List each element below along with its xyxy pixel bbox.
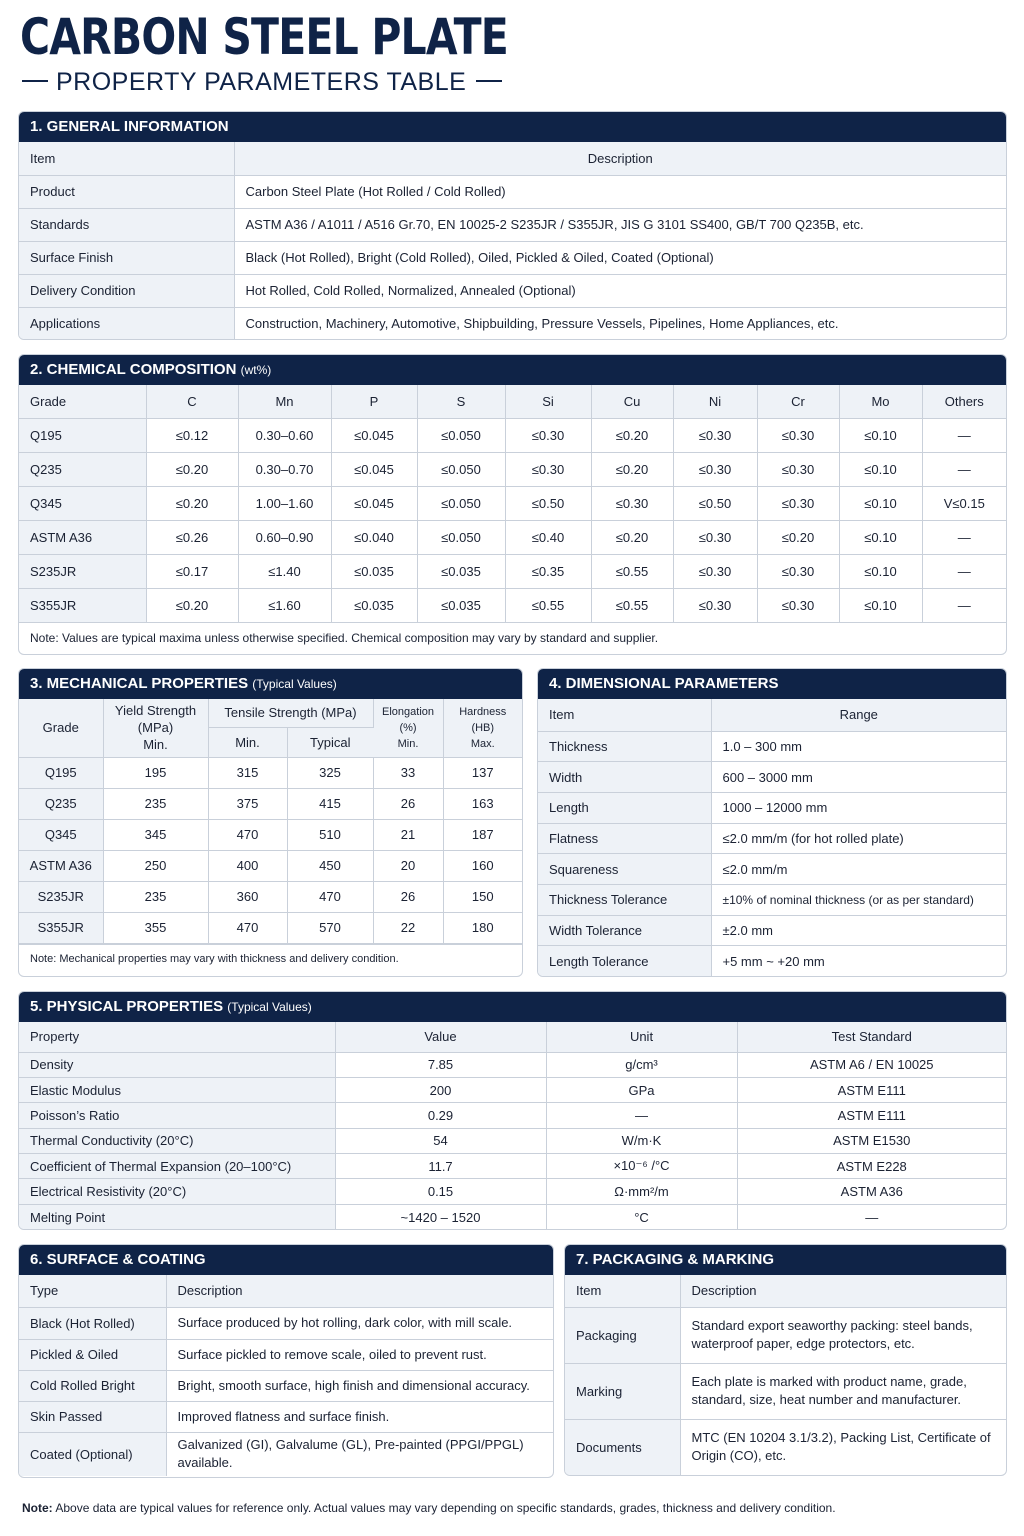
value-cell: ≤0.045 [331, 486, 417, 520]
table-row [565, 1307, 1006, 1363]
row-description: Standard export seaworthy packing: steel bands, waterproof paper, edge protectors, etc. [680, 1307, 1006, 1363]
value-cell: ≤0.040 [331, 520, 417, 554]
col-header: Grade [19, 385, 146, 418]
value-cell: 26 [373, 788, 443, 819]
value-cell: ASTM E1530 [737, 1128, 1006, 1153]
value-cell: ≤0.10 [839, 554, 922, 588]
row-label: Black (Hot Rolled) [19, 1307, 166, 1339]
section-subtitle: (Typical Values) [252, 677, 337, 691]
col-header-elongation: Elongation (%) Min. [373, 699, 443, 757]
value-cell: ≤0.30 [673, 520, 757, 554]
page-title: CARBON STEEL PLATE [20, 8, 508, 66]
col-header-range: Range [711, 699, 1006, 731]
row-description: Carbon Steel Plate (Hot Rolled / Cold Rolled) [234, 175, 1006, 208]
value-cell: 235 [103, 788, 208, 819]
grade-cell: S235JR [19, 554, 146, 588]
col-header: S [417, 385, 505, 418]
value-cell: V≤0.15 [922, 486, 1006, 520]
table-row [19, 175, 1006, 208]
table-row [538, 915, 1006, 946]
section-header [19, 669, 522, 699]
section-header [19, 355, 1006, 385]
value-cell: ≤0.050 [417, 520, 505, 554]
value-cell: 415 [287, 788, 373, 819]
value-cell: 355 [103, 912, 208, 943]
grade-cell: Q345 [19, 486, 146, 520]
col-header: P [331, 385, 417, 418]
value-cell: ≤0.035 [331, 554, 417, 588]
grade-cell: Q195 [19, 757, 103, 788]
grade-cell: S355JR [19, 912, 103, 943]
table-row [538, 854, 1006, 885]
value-cell: 160 [443, 850, 522, 881]
footnote-text: Above data are typical values for reference only. Actual values may vary depending on specific standards, grades, thickness and delivery condition. [52, 1501, 836, 1515]
table-row [19, 486, 1006, 520]
row-range: 600 – 3000 mm [711, 762, 1006, 793]
section-chemical-composition [18, 354, 1007, 655]
row-description: Hot Rolled, Cold Rolled, Normalized, Annealed (Optional) [234, 274, 1006, 307]
value-cell: ≤0.55 [591, 554, 673, 588]
table-row [19, 788, 522, 819]
table-row [19, 208, 1006, 241]
table-row [19, 554, 1006, 588]
value-cell: ≤0.20 [591, 418, 673, 452]
value-cell: ≤0.045 [331, 452, 417, 486]
value-cell: 450 [287, 850, 373, 881]
row-description: Construction, Machinery, Automotive, Shipbuilding, Pressure Vessels, Pipelines, Home Appliances, etc. [245, 316, 839, 332]
value-cell: 150 [443, 881, 522, 912]
value-cell: ≤0.30 [673, 452, 757, 486]
section-general-information [18, 111, 1007, 340]
value-cell: — [922, 418, 1006, 452]
value-cell: 470 [208, 912, 287, 943]
table-row [19, 1204, 1006, 1229]
value-cell: 11.7 [335, 1154, 546, 1179]
table-row [19, 274, 1006, 307]
value-cell: °C [546, 1204, 737, 1229]
row-range: ±2.0 mm [711, 915, 1006, 946]
value-cell: ≤0.10 [839, 418, 922, 452]
general-info-table [19, 142, 1006, 340]
property-cell: Coefficient of Thermal Expansion (20–100°C) [19, 1154, 335, 1179]
value-cell: 195 [103, 757, 208, 788]
section-surface-coating [18, 1244, 554, 1478]
value-cell: ≤0.045 [331, 418, 417, 452]
row-label: Pickled & Oiled [19, 1339, 166, 1370]
value-cell: ≤0.30 [591, 486, 673, 520]
section-header: 6. SURFACE & COATING [19, 1245, 553, 1275]
row-label: Thickness [538, 731, 711, 762]
table-row [19, 1179, 1006, 1204]
value-cell: ≤0.10 [839, 486, 922, 520]
row-label: Flatness [538, 823, 711, 854]
value-cell: ≤0.035 [331, 588, 417, 622]
value-cell: ≤0.20 [146, 452, 238, 486]
row-label: Cold Rolled Bright [19, 1370, 166, 1401]
value-cell: ≤0.035 [417, 588, 505, 622]
table-row [19, 1370, 553, 1401]
value-cell: ≤0.20 [146, 486, 238, 520]
value-cell: ≤0.55 [591, 588, 673, 622]
value-cell: ≤0.20 [146, 588, 238, 622]
table-row [19, 241, 1006, 274]
value-cell: — [922, 520, 1006, 554]
surface-coating-table [19, 1275, 553, 1476]
mechanical-properties-table [19, 699, 522, 944]
value-cell: ≤0.26 [146, 520, 238, 554]
row-label: Skin Passed [19, 1401, 166, 1432]
col-header: Mo [839, 385, 922, 418]
section-title: 2. CHEMICAL COMPOSITION [30, 361, 237, 378]
value-cell: ASTM A6 / EN 10025 [737, 1052, 1006, 1077]
col-header-tensile-min: Min. [208, 727, 287, 757]
footnote-label: Note: [22, 1501, 53, 1515]
row-label: Thickness Tolerance [538, 884, 711, 915]
table-row [538, 823, 1006, 854]
row-label: Packaging [565, 1307, 680, 1363]
col-header: Test Standard [737, 1022, 1006, 1052]
row-range: +5 mm ~ +20 mm [722, 953, 825, 969]
value-cell: Ω·mm²/m [546, 1179, 737, 1204]
value-cell: ×10⁻⁶ /°C [546, 1154, 737, 1179]
value-cell: 26 [373, 881, 443, 912]
value-cell: — [922, 554, 1006, 588]
page-subtitle [22, 68, 502, 97]
value-cell: ≤0.20 [757, 520, 839, 554]
value-cell: 250 [103, 850, 208, 881]
row-range: ≤2.0 mm/m (for hot rolled plate) [711, 823, 1006, 854]
value-cell: ≤0.10 [839, 520, 922, 554]
value-cell: ≤0.050 [417, 486, 505, 520]
section-dimensional-parameters [537, 668, 1007, 977]
col-header: Cr [757, 385, 839, 418]
value-cell: 7.85 [335, 1052, 546, 1077]
grade-cell: Q235 [19, 452, 146, 486]
table-row [19, 1077, 1006, 1102]
row-label: Product [19, 175, 234, 208]
col-header: Property [19, 1022, 335, 1052]
value-cell: ≤0.30 [673, 554, 757, 588]
chemical-note: Note: Values are typical maxima unless otherwise specified. Chemical composition may vary by standard and supplier. [19, 622, 1006, 653]
property-cell: Elastic Modulus [19, 1077, 335, 1102]
table-row [19, 1128, 1006, 1153]
value-cell: ≤0.30 [673, 418, 757, 452]
value-cell: W/m·K [546, 1128, 737, 1153]
value-cell: ≤0.30 [757, 554, 839, 588]
col-header: Si [505, 385, 591, 418]
dash-right [476, 80, 502, 82]
value-cell: g/cm³ [546, 1052, 737, 1077]
col-header: Mn [238, 385, 331, 418]
table-row [19, 881, 522, 912]
table-row [19, 307, 1006, 340]
table-row [19, 588, 1006, 622]
value-cell: ≤0.30 [757, 486, 839, 520]
value-cell: 54 [335, 1128, 546, 1153]
value-cell: 180 [443, 912, 522, 943]
row-label: Width Tolerance [538, 915, 711, 946]
grade-cell: ASTM A36 [19, 850, 103, 881]
col-header-item: Item [19, 142, 234, 175]
property-cell: Melting Point [19, 1204, 335, 1229]
row-description: Galvanized (GI), Galvalume (GL), Pre-painted (PPGI/PPGL) available. [177, 1437, 524, 1471]
col-header-type: Type [19, 1275, 166, 1307]
row-label: Delivery Condition [19, 274, 234, 307]
table-row [19, 418, 1006, 452]
col-header-yield: Yield Strength (MPa) Min. [103, 699, 208, 757]
col-header-description: Description [680, 1275, 1006, 1307]
value-cell: 325 [287, 757, 373, 788]
value-cell: ASTM E111 [737, 1077, 1006, 1102]
value-cell: ~1420 – 1520 [335, 1204, 546, 1229]
value-cell: 0.30–0.70 [238, 452, 331, 486]
col-header-tensile-typical: Typical [287, 727, 373, 757]
dimensional-table [538, 699, 1006, 977]
section-packaging-marking [564, 1244, 1007, 1476]
value-cell: 345 [103, 819, 208, 850]
value-cell: 163 [443, 788, 522, 819]
row-label: Surface Finish [19, 241, 234, 274]
value-cell: ≤0.12 [146, 418, 238, 452]
value-cell: ≤0.40 [505, 520, 591, 554]
subtitle-text: PROPERTY PARAMETERS TABLE [56, 68, 467, 96]
section-header [19, 992, 1006, 1022]
table-row [19, 1307, 553, 1339]
section-mechanical-properties [18, 668, 523, 977]
section-header: 1. GENERAL INFORMATION [19, 112, 1006, 142]
col-header-item: Item [565, 1275, 680, 1307]
mechanical-note: Note: Mechanical properties may vary with thickness and delivery condition. [19, 944, 522, 973]
table-row [19, 1103, 1006, 1128]
table-row [538, 731, 1006, 762]
value-cell: 1.00–1.60 [238, 486, 331, 520]
value-cell: ≤0.10 [839, 452, 922, 486]
value-cell: 0.29 [335, 1103, 546, 1128]
value-cell: ≤0.10 [839, 588, 922, 622]
value-cell: — [865, 1209, 879, 1225]
value-cell: 137 [443, 757, 522, 788]
chemical-composition-table [19, 385, 1006, 622]
value-cell: 315 [208, 757, 287, 788]
section-title: 3. MECHANICAL PROPERTIES [30, 675, 249, 692]
value-cell: 570 [287, 912, 373, 943]
row-description: Black (Hot Rolled), Bright (Cold Rolled), Oiled, Pickled & Oiled, Coated (Optional) [234, 241, 1006, 274]
row-label: Applications [19, 307, 234, 340]
grade-cell: S355JR [19, 588, 146, 622]
section-header: 7. PACKAGING & MARKING [565, 1245, 1006, 1275]
row-label: Width [538, 762, 711, 793]
value-cell: 0.30–0.60 [238, 418, 331, 452]
table-row [19, 1052, 1006, 1077]
value-cell: ≤1.40 [238, 554, 331, 588]
value-cell: — [922, 452, 1006, 486]
table-row [19, 520, 1006, 554]
section-subtitle: (Typical Values) [227, 1000, 312, 1014]
value-cell: ≤0.50 [505, 486, 591, 520]
value-cell: ≤0.30 [757, 418, 839, 452]
value-cell: ≤0.30 [505, 418, 591, 452]
row-label: Length [538, 792, 711, 823]
property-cell: Poisson’s Ratio [19, 1103, 335, 1128]
dash-left [22, 80, 48, 82]
row-description: Improved flatness and surface finish. [166, 1401, 553, 1432]
section-title: 5. PHYSICAL PROPERTIES [30, 998, 224, 1015]
value-cell: — [546, 1103, 737, 1128]
table-row [19, 1154, 1006, 1179]
row-description: ASTM A36 / A1011 / A516 Gr.70, EN 10025-2 S235JR / S355JR, JIS G 3101 SS400, GB/T 700 Q235B, etc. [234, 208, 1006, 241]
col-header: Others [922, 385, 1006, 418]
value-cell: 0.15 [335, 1179, 546, 1204]
row-label: Documents [565, 1419, 680, 1475]
table-row [565, 1419, 1006, 1475]
row-range: ≤2.0 mm/m [711, 854, 1006, 885]
col-header-description: Description [234, 142, 1006, 175]
packaging-marking-table [565, 1275, 1006, 1475]
row-label: Length Tolerance [538, 946, 711, 977]
value-cell: 187 [443, 819, 522, 850]
value-cell: 200 [335, 1077, 546, 1102]
table-row [538, 884, 1006, 915]
table-row [19, 452, 1006, 486]
row-label: Coated (Optional) [19, 1432, 166, 1476]
value-cell: 22 [373, 912, 443, 943]
col-header: Unit [546, 1022, 737, 1052]
value-cell: 375 [208, 788, 287, 819]
value-cell: ≤0.050 [417, 452, 505, 486]
table-row [19, 912, 522, 943]
property-cell: Thermal Conductivity (20°C) [19, 1128, 335, 1153]
value-cell: 510 [287, 819, 373, 850]
col-header-grade: Grade [19, 699, 103, 757]
value-cell: ≤0.20 [591, 452, 673, 486]
value-cell: ≤0.17 [146, 554, 238, 588]
col-header: Value [335, 1022, 546, 1052]
row-label: Standards [19, 208, 234, 241]
grade-cell: Q235 [19, 788, 103, 819]
value-cell: 0.60–0.90 [238, 520, 331, 554]
physical-properties-table [19, 1022, 1006, 1230]
value-cell: ≤0.050 [417, 418, 505, 452]
row-label: Squareness [538, 854, 711, 885]
section-physical-properties [18, 991, 1007, 1230]
value-cell: ASTM E111 [737, 1103, 1006, 1128]
row-description: Surface produced by hot rolling, dark color, with mill scale. [166, 1307, 553, 1339]
table-row [19, 819, 522, 850]
value-cell: ≤0.035 [417, 554, 505, 588]
row-range: 1000 – 12000 mm [711, 792, 1006, 823]
table-row [19, 1401, 553, 1432]
grade-cell: S235JR [19, 881, 103, 912]
table-row [565, 1363, 1006, 1419]
value-cell: ≤0.30 [757, 588, 839, 622]
row-range: 1.0 – 300 mm [711, 731, 1006, 762]
value-cell: 400 [208, 850, 287, 881]
value-cell: ASTM E228 [737, 1154, 1006, 1179]
value-cell: 470 [208, 819, 287, 850]
value-cell: ≤0.50 [673, 486, 757, 520]
grade-cell: Q345 [19, 819, 103, 850]
grade-cell: ASTM A36 [19, 520, 146, 554]
value-cell: 33 [373, 757, 443, 788]
section-unit: (wt%) [240, 363, 272, 377]
row-description: Bright, smooth surface, high finish and dimensional accuracy. [166, 1370, 553, 1401]
footnote [22, 1501, 836, 1515]
table-row [19, 1432, 553, 1476]
property-cell: Electrical Resistivity (20°C) [19, 1179, 335, 1204]
row-description: Each plate is marked with product name, grade, standard, size, heat number and manufacturer. [680, 1363, 1006, 1419]
value-cell: 20 [373, 850, 443, 881]
row-label: Marking [565, 1363, 680, 1419]
col-header-hardness: Hardness (HB) Max. [443, 699, 522, 757]
table-row [19, 1339, 553, 1370]
value-cell: ≤0.30 [673, 588, 757, 622]
table-row [538, 762, 1006, 793]
value-cell: ≤0.30 [757, 452, 839, 486]
value-cell: ≤0.55 [505, 588, 591, 622]
row-description: MTC (EN 10204 3.1/3.2), Packing List, Certificate of Origin (CO), etc. [691, 1430, 991, 1464]
value-cell: ≤0.20 [591, 520, 673, 554]
col-header: C [146, 385, 238, 418]
value-cell: 21 [373, 819, 443, 850]
table-row [19, 757, 522, 788]
value-cell: ≤1.60 [238, 588, 331, 622]
value-cell: 235 [103, 881, 208, 912]
grade-cell: Q195 [19, 418, 146, 452]
col-header-tensile: Tensile Strength (MPa) [208, 699, 373, 727]
value-cell: ≤0.35 [505, 554, 591, 588]
col-header: Cu [591, 385, 673, 418]
table-row [538, 946, 1006, 977]
col-header-item: Item [538, 699, 711, 731]
property-cell: Density [19, 1052, 335, 1077]
row-range: ±10% of nominal thickness (or as per standard) [711, 884, 1006, 915]
value-cell: — [957, 597, 971, 613]
section-header: 4. DIMENSIONAL PARAMETERS [538, 669, 1006, 699]
row-description: Surface pickled to remove scale, oiled to prevent rust. [166, 1339, 553, 1370]
value-cell: ≤0.30 [505, 452, 591, 486]
value-cell: ASTM A36 [737, 1179, 1006, 1204]
value-cell: GPa [546, 1077, 737, 1102]
table-row [19, 850, 522, 881]
col-header-description: Description [166, 1275, 553, 1307]
value-cell: 470 [287, 881, 373, 912]
table-row [538, 792, 1006, 823]
value-cell: 360 [208, 881, 287, 912]
col-header: Ni [673, 385, 757, 418]
